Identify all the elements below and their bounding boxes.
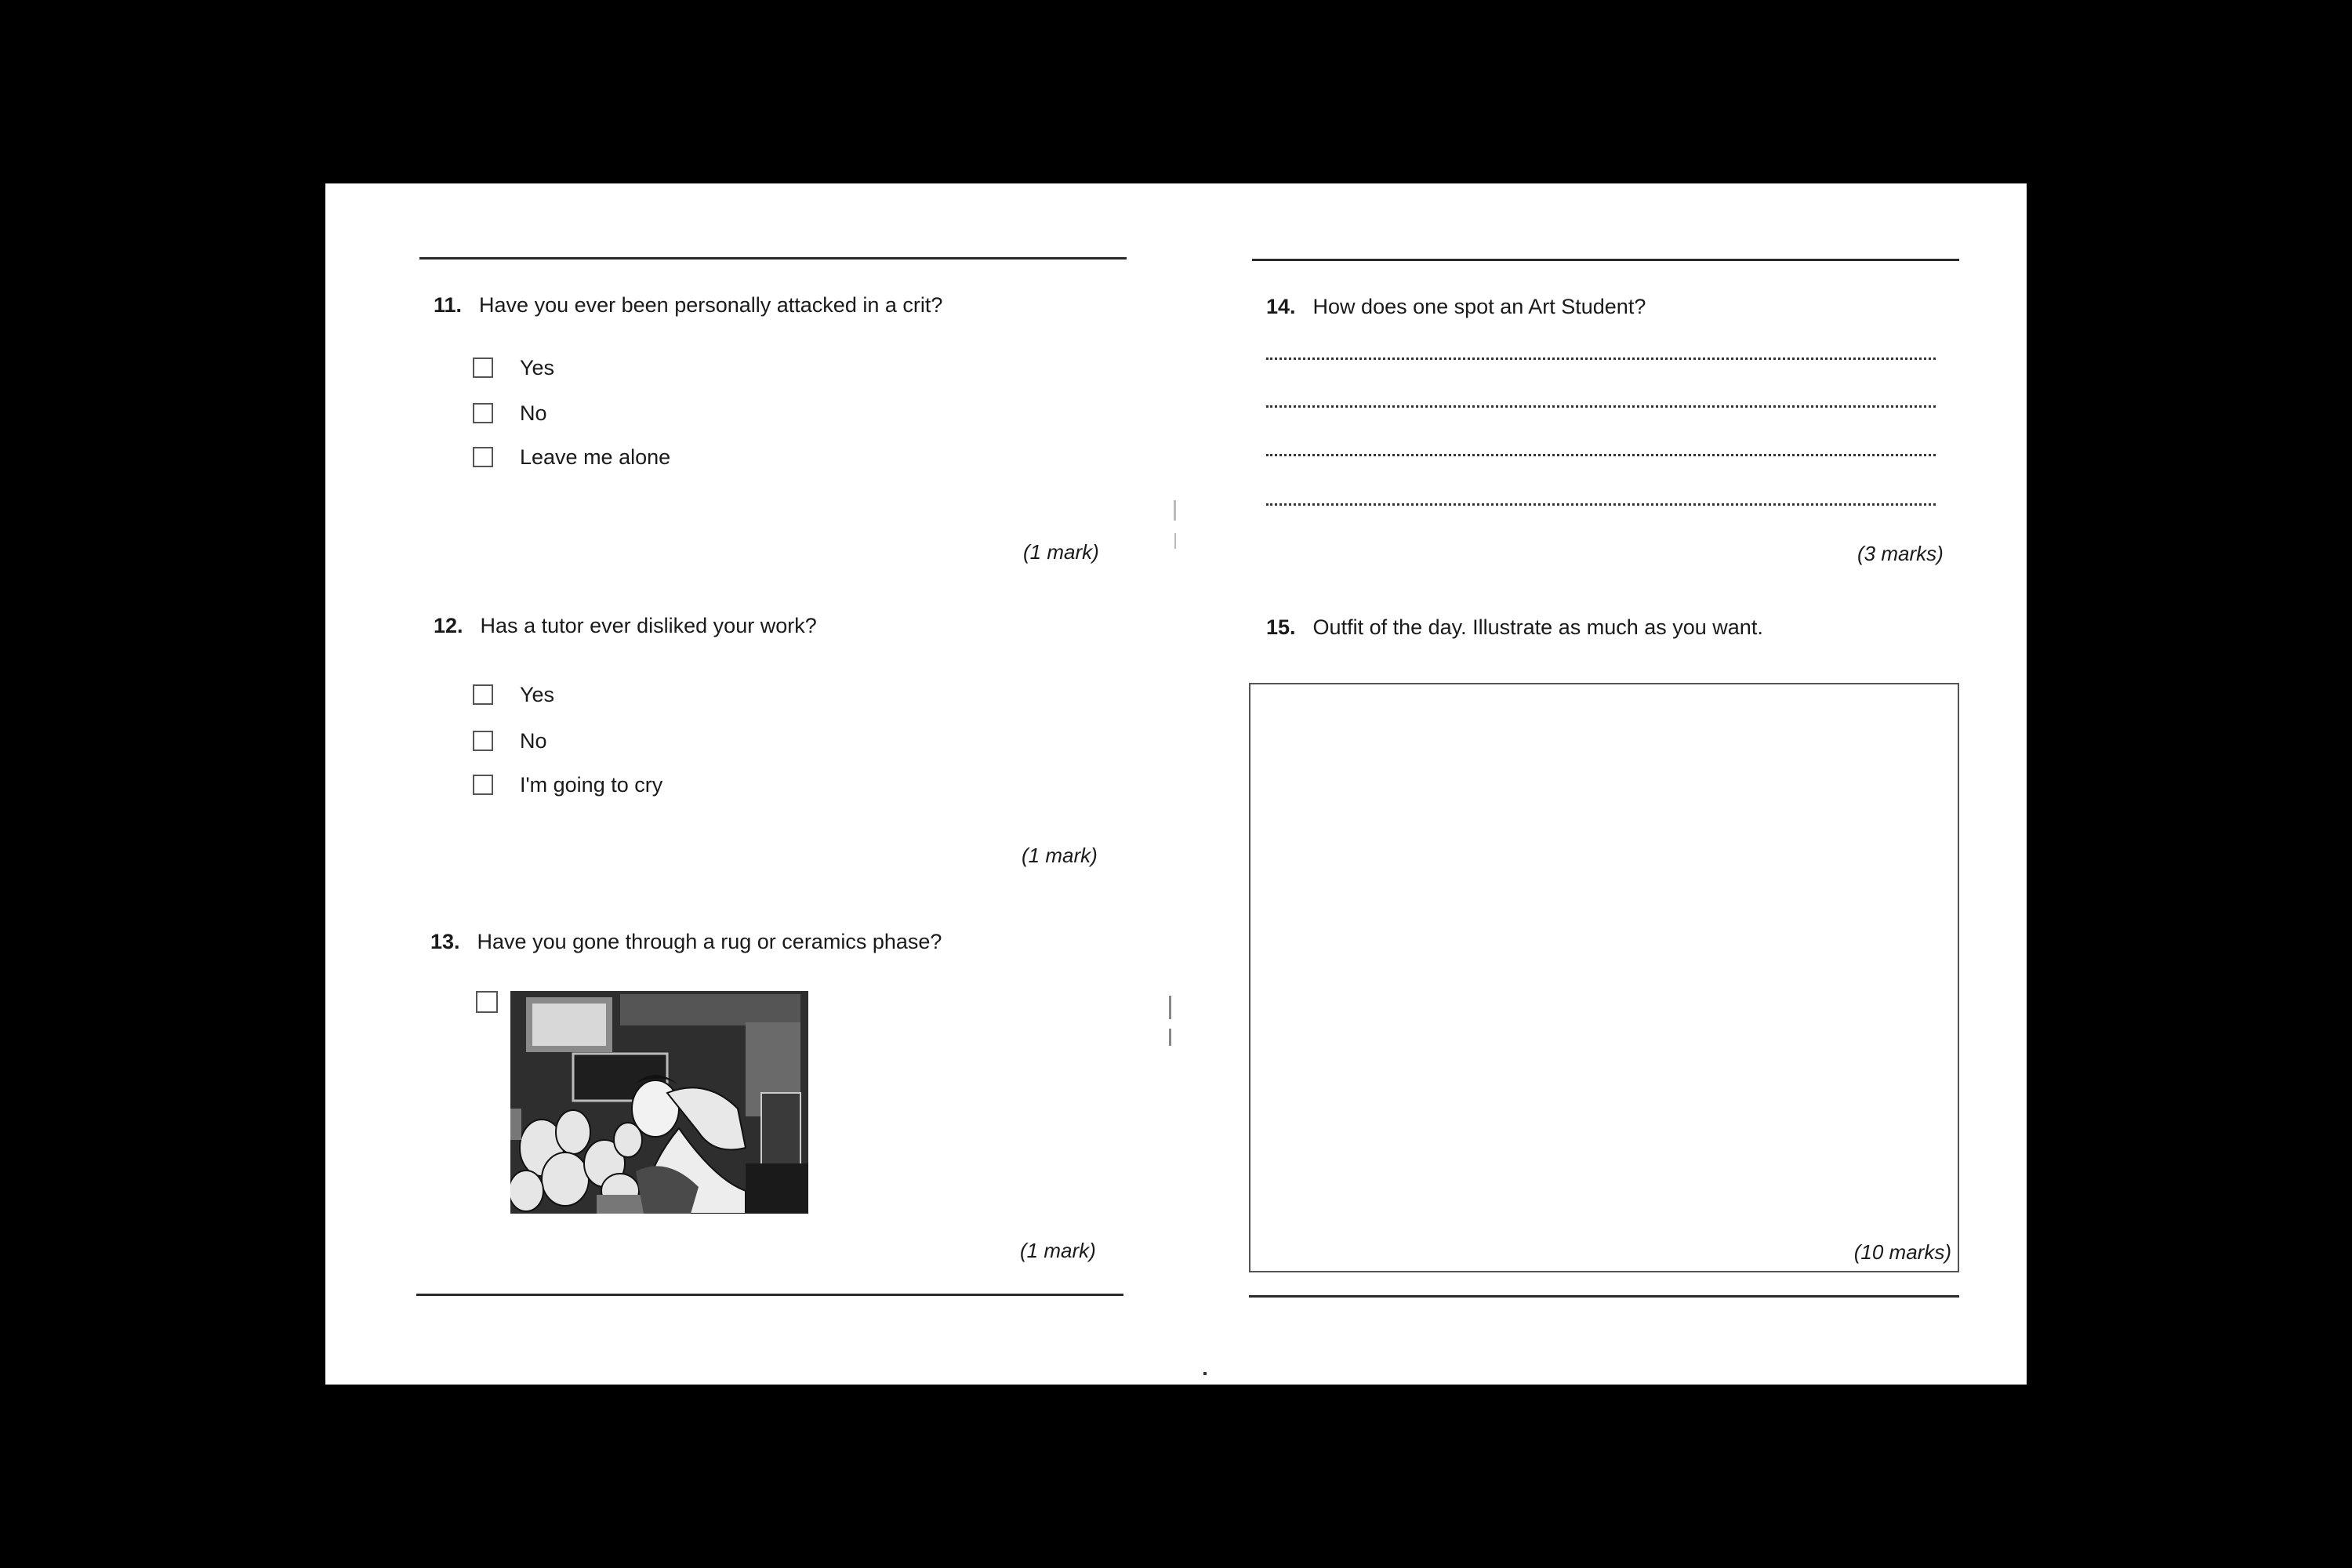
q12-checkbox-cry[interactable] <box>473 775 493 795</box>
q11-option-yes-label: Yes <box>520 356 555 379</box>
fold-mark-3 <box>1169 996 1171 1019</box>
question-14-text: How does one spot an Art Student? <box>1312 295 1646 318</box>
left-top-rule <box>419 257 1127 260</box>
q14-answer-line-4[interactable] <box>1266 503 1936 506</box>
q11-option-leave-label: Leave me alone <box>520 445 671 469</box>
question-12-marks: (1 mark) <box>1022 844 1098 867</box>
fold-mark-2 <box>1174 533 1176 549</box>
question-11-marks: (1 mark) <box>1023 540 1099 564</box>
q12-option-cry-label: I'm going to cry <box>520 773 663 797</box>
q14-answer-line-2[interactable] <box>1266 405 1936 408</box>
question-14-marks: (3 marks) <box>1857 542 1944 565</box>
q12-option-yes-label: Yes <box>520 683 555 706</box>
q11-checkbox-no[interactable] <box>473 403 493 423</box>
fold-mark-4 <box>1169 1029 1171 1046</box>
question-13-number: 13. <box>430 930 460 953</box>
question-11-number: 11. <box>434 293 463 317</box>
question-13 <box>430 930 942 954</box>
q12-checkbox-yes[interactable] <box>473 684 493 705</box>
q13-checkbox[interactable] <box>476 991 498 1013</box>
question-12 <box>434 614 817 638</box>
q11-checkbox-leave[interactable] <box>473 447 493 467</box>
question-15-number: 15. <box>1266 615 1296 639</box>
q12-checkbox-no[interactable] <box>473 731 493 751</box>
question-12-number: 12. <box>434 614 463 637</box>
ceramics-photo <box>510 991 808 1214</box>
left-bottom-rule <box>416 1294 1123 1296</box>
question-13-marks: (1 mark) <box>1020 1239 1096 1262</box>
question-12-text: Has a tutor ever disliked your work? <box>480 614 817 637</box>
fold-mark-1 <box>1174 500 1176 521</box>
page-dot <box>1203 1372 1207 1375</box>
question-15-text: Outfit of the day. Illustrate as much as you want. <box>1312 615 1763 639</box>
outfit-drawing-area[interactable] <box>1249 683 1959 1272</box>
question-11 <box>434 293 942 318</box>
q11-checkbox-yes[interactable] <box>473 358 493 378</box>
exam-sheet <box>325 183 2027 1385</box>
question-15 <box>1266 615 1763 640</box>
question-14-number: 14. <box>1266 295 1296 318</box>
q12-option-no-label: No <box>520 729 547 753</box>
q14-answer-line-3[interactable] <box>1266 454 1936 456</box>
question-11-text: Have you ever been personally attacked in a crit? <box>479 293 943 317</box>
right-top-rule <box>1252 259 1959 261</box>
question-14 <box>1266 295 1646 319</box>
question-13-text: Have you gone through a rug or ceramics phase? <box>477 930 942 953</box>
question-15-marks: (10 marks) <box>1853 1240 1951 1264</box>
ceramics-photo-image <box>510 991 808 1214</box>
q14-answer-line-1[interactable] <box>1266 358 1936 360</box>
right-bottom-rule <box>1249 1295 1959 1298</box>
q11-option-no-label: No <box>520 401 547 425</box>
